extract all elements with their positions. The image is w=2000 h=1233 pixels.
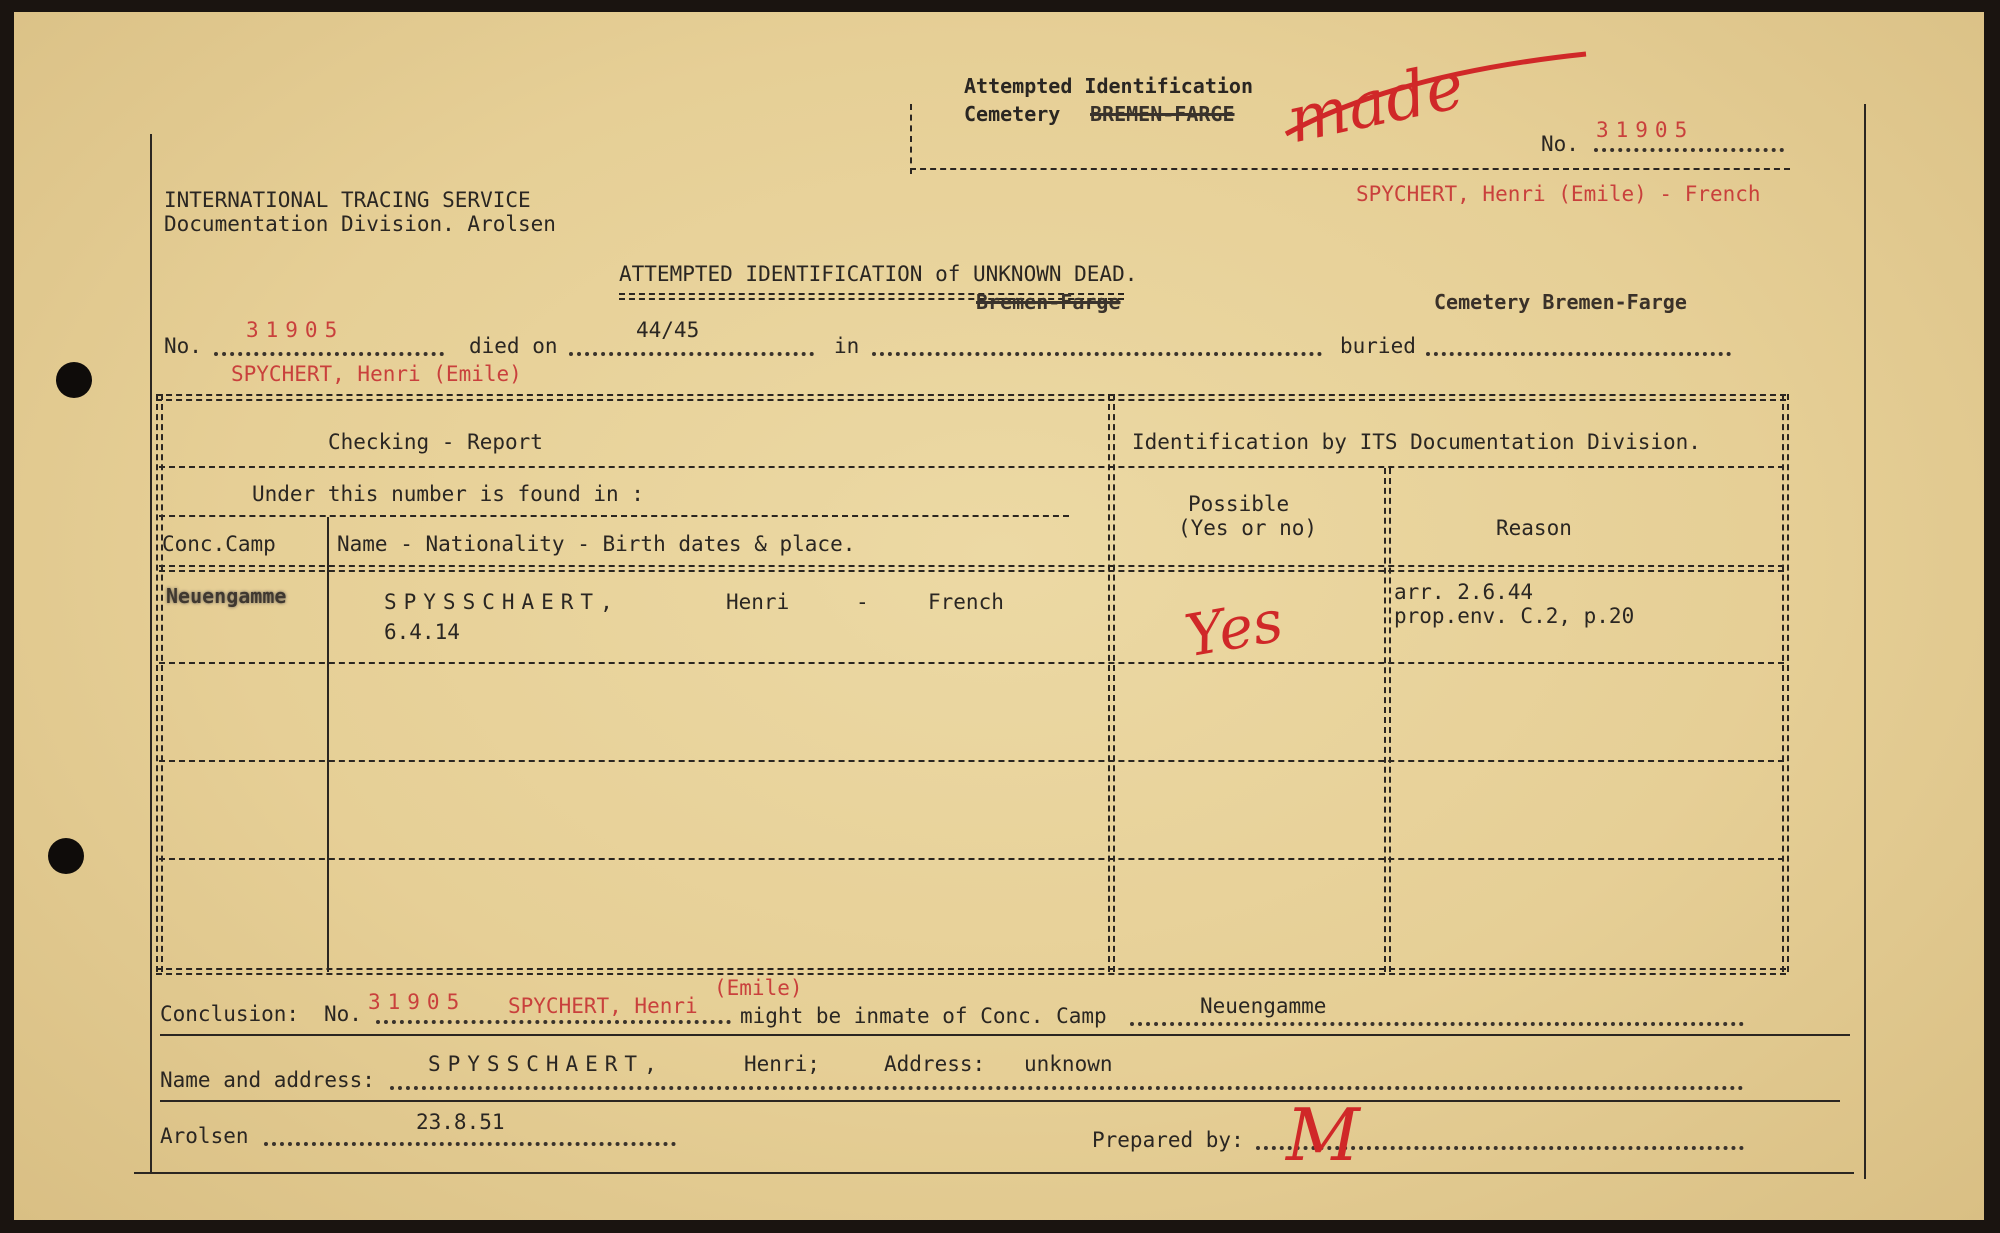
conclusion-label: Conclusion: <box>160 1002 300 1026</box>
died-on-value: 44/45 <box>636 318 700 342</box>
card-bottom-border <box>134 1172 1854 1174</box>
top-no-label: No. <box>1541 132 1579 156</box>
svg-text:M: M <box>1286 1093 1360 1177</box>
col-header-reason: Reason <box>1496 516 1572 540</box>
cemetery-right: Cemetery Bremen-Farge <box>1434 290 1687 314</box>
svg-text:Yes: Yes <box>1180 586 1288 671</box>
header-row-divider <box>159 466 1784 468</box>
conclusion-no-value: 31905 <box>368 990 467 1014</box>
row-divider-2 <box>159 760 1784 762</box>
name-address-dots <box>390 1086 1744 1090</box>
col-header-camp: Conc.Camp <box>162 532 276 556</box>
punch-hole-top <box>56 362 92 398</box>
punch-hole-bottom <box>48 838 84 874</box>
row1-surname: SPYSSCHAERT, <box>384 590 620 614</box>
address-value: unknown <box>1024 1052 1113 1076</box>
col-header-name: Name - Nationality - Birth dates & place. <box>337 532 856 556</box>
conclusion-no-dots <box>376 1020 731 1024</box>
row1-first-name: Henri <box>726 590 790 614</box>
column-header-bottom <box>159 565 1784 572</box>
col-header-possible-2: (Yes or no) <box>1178 516 1318 540</box>
footer-place: Arolsen <box>160 1124 249 1148</box>
svg-text:made: made <box>1281 48 1471 159</box>
index-card <box>14 12 1984 1220</box>
record-no-label: No. <box>164 334 202 358</box>
address-surname: SPYSSCHAERT, <box>428 1052 664 1076</box>
cemetery-label: Cemetery <box>964 102 1061 126</box>
footer-date-dots <box>264 1142 676 1146</box>
row1-birth-date: 6.4.14 <box>384 620 460 644</box>
cemetery-struck-name: BREMEN-FARGE <box>1090 102 1235 126</box>
row1-reason-1: arr. 2.6.44 <box>1394 580 1534 604</box>
footer-date: 23.8.51 <box>416 1110 505 1134</box>
under-number-divider <box>159 515 1069 517</box>
form-title: ATTEMPTED IDENTIFICATION of UNKNOWN DEAD. <box>619 262 1138 286</box>
row1-reason-2: prop.env. C.2, p.20 <box>1394 604 1635 628</box>
card-left-border <box>150 134 152 1174</box>
in-label: in <box>834 334 860 358</box>
col-header-possible-1: Possible <box>1188 492 1290 516</box>
might-be-inmate-label: might be inmate of Conc. Camp <box>740 1004 1107 1028</box>
conclusion-no-label: No. <box>324 1002 362 1026</box>
conclusion-underline <box>160 1034 1850 1036</box>
buried-label: buried <box>1340 334 1416 358</box>
attempted-identification-label: Attempted Identification <box>964 74 1253 98</box>
card-right-border <box>1864 104 1866 1179</box>
table-top-border <box>156 394 1786 401</box>
table-right-border <box>1782 394 1789 972</box>
row1-nationality: French <box>928 590 1004 614</box>
table-divider-main <box>1108 394 1115 972</box>
table-divider-camp <box>327 517 329 972</box>
buried-dots <box>1426 352 1731 356</box>
top-no-dots <box>1594 148 1784 152</box>
title-struck-cemetery: Bremen-Farge <box>976 290 1121 314</box>
conclusion-name-extra: (Emile) <box>714 976 803 1000</box>
top-no-value: 31905 <box>1596 118 1695 142</box>
row-divider-3 <box>159 858 1784 860</box>
address-underline <box>160 1100 1840 1102</box>
in-dots <box>872 352 1322 356</box>
id-box-bottom <box>910 168 1790 170</box>
handwritten-initial <box>1282 1092 1360 1182</box>
name-address-label: Name and address: <box>160 1068 375 1092</box>
conclusion-camp: Neuengamme <box>1200 994 1327 1018</box>
record-name: SPYCHERT, Henri (Emile) <box>231 362 522 386</box>
died-on-label: died on <box>469 334 558 358</box>
id-box-left <box>910 104 912 174</box>
record-no-dots <box>214 352 444 356</box>
org-line-2: Documentation Division. Arolsen <box>164 212 556 236</box>
checking-report-header: Checking - Report <box>328 430 543 454</box>
row1-dash: - <box>856 590 869 614</box>
row1-camp: Neuengamme <box>166 584 287 608</box>
identification-header: Identification by ITS Documentation Division. <box>1132 430 1701 454</box>
top-right-name: SPYCHERT, Henri (Emile) - French <box>1356 182 1761 206</box>
org-line-1: INTERNATIONAL TRACING SERVICE <box>164 188 531 212</box>
table-divider-possible <box>1384 468 1391 972</box>
conclusion-name: SPYCHERT, Henri <box>508 994 698 1018</box>
under-number-label: Under this number is found in : <box>252 482 644 506</box>
handwritten-made <box>1276 34 1596 159</box>
died-on-dots <box>569 352 814 356</box>
address-label: Address: <box>884 1052 986 1076</box>
row-divider-1 <box>159 662 1784 664</box>
conclusion-camp-dots <box>1130 1022 1744 1026</box>
table-left-border <box>156 394 163 972</box>
prepared-by-label: Prepared by: <box>1092 1128 1244 1152</box>
handwritten-yes <box>1182 587 1312 677</box>
record-no-value: 31905 <box>246 318 345 342</box>
address-first-name: Henri; <box>744 1052 820 1076</box>
table-bottom-border <box>156 968 1786 975</box>
